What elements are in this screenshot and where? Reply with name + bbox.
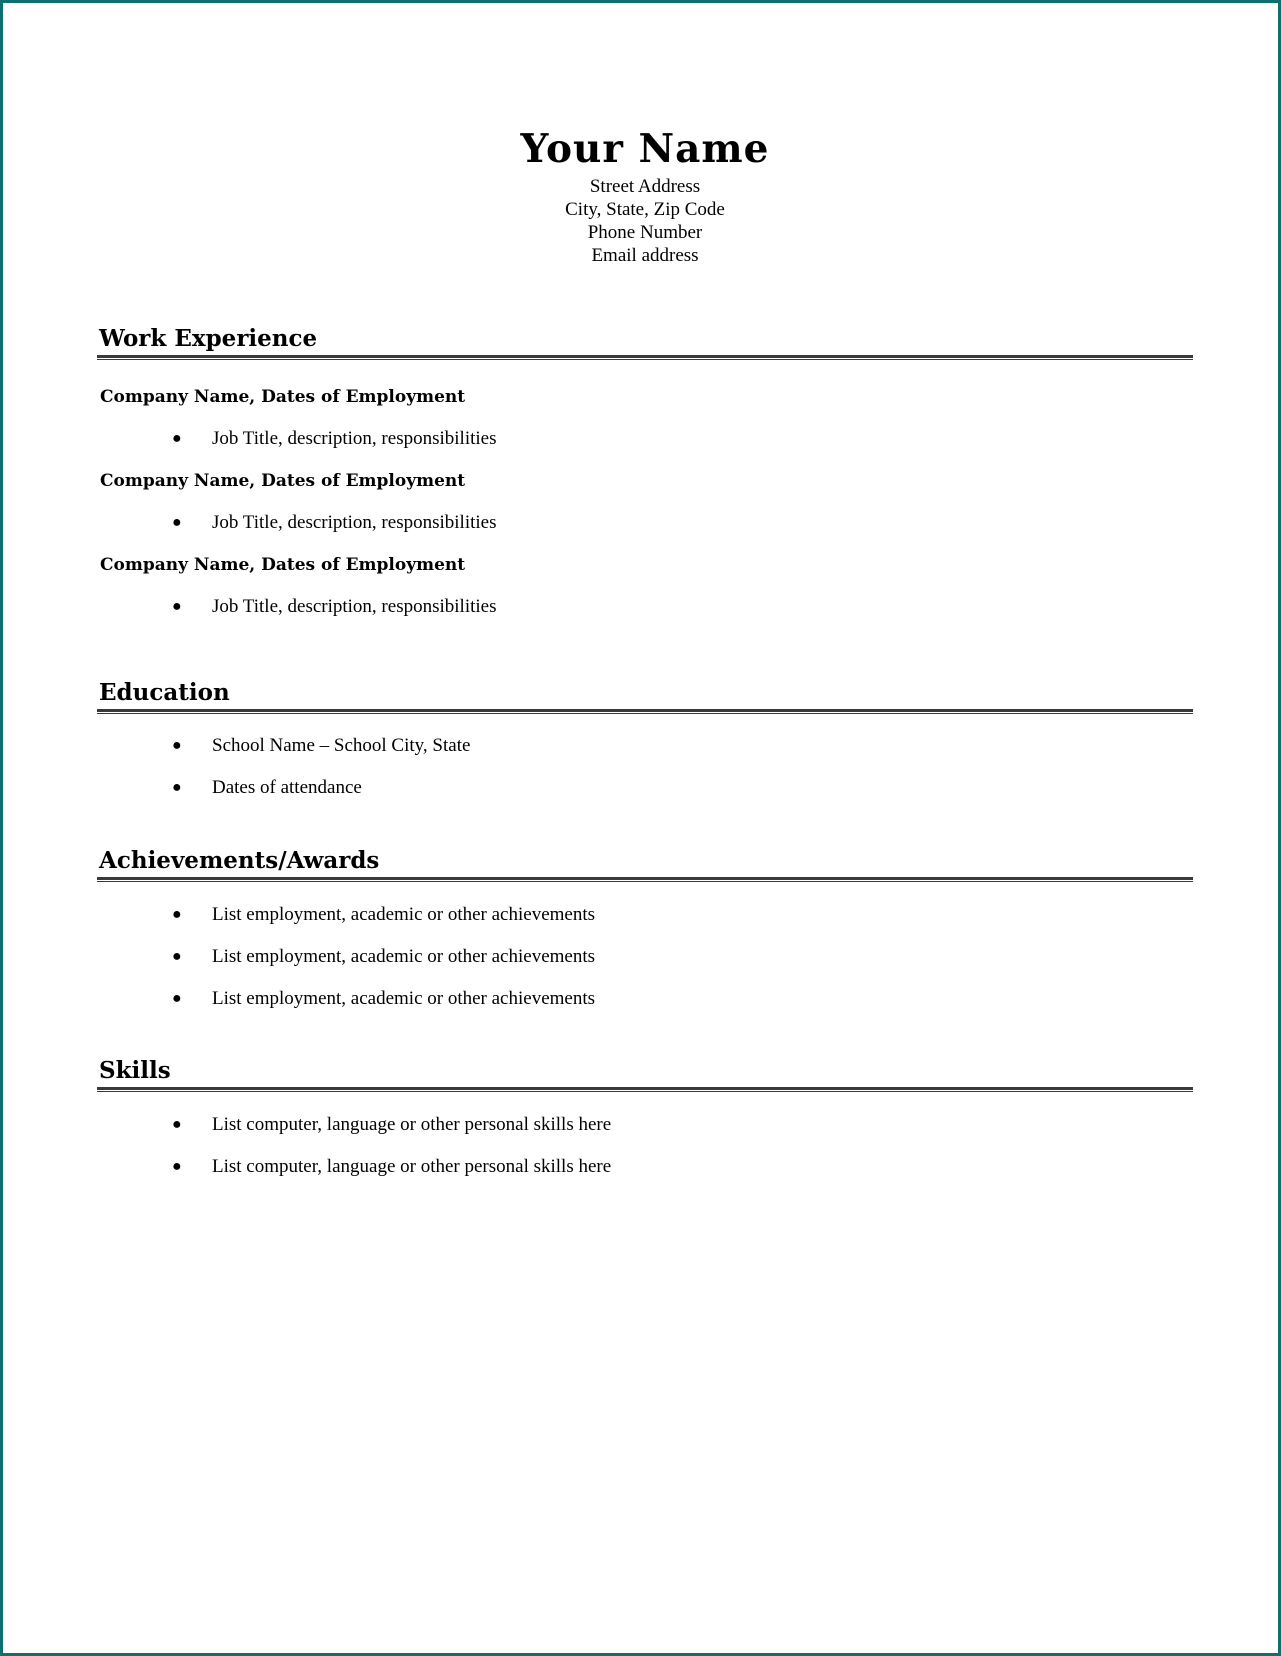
resume-name: Your Name — [520, 126, 770, 172]
job-heading: Company Name, Dates of Employment — [100, 555, 466, 575]
section-title-education: Education — [99, 679, 230, 706]
achievement-item: List employment, academic or other achievements — [212, 904, 596, 925]
section-divider — [97, 877, 1193, 882]
job-description: Job Title, description, responsibilities — [212, 596, 497, 617]
section-divider — [97, 355, 1193, 360]
achievement-item: List employment, academic or other achievements — [212, 946, 596, 967]
school-name: School Name – School City, State — [212, 735, 471, 756]
achievements-section — [97, 846, 1193, 1030]
education-section — [97, 678, 1193, 819]
bullet-icon: ● — [172, 598, 182, 615]
section-title-skills: Skills — [99, 1057, 171, 1084]
street-address: Street Address — [589, 176, 701, 197]
job-description: Job Title, description, responsibilities — [212, 512, 497, 533]
list-item — [97, 777, 1193, 819]
list-item — [97, 735, 1193, 777]
skill-item: List computer, language or other personal skills here — [212, 1156, 612, 1177]
section-title-achievements: Achievements/Awards — [99, 847, 380, 874]
section-divider — [97, 709, 1193, 714]
attendance-dates: Dates of attendance — [212, 777, 362, 798]
list-item — [97, 988, 1193, 1030]
bullet-icon: ● — [172, 430, 182, 447]
bullet-icon: ● — [172, 779, 182, 796]
bullet-icon: ● — [172, 1116, 182, 1133]
job-heading: Company Name, Dates of Employment — [100, 387, 466, 407]
bullet-icon: ● — [172, 990, 182, 1007]
list-item — [97, 946, 1193, 988]
skill-item: List computer, language or other personal skills here — [212, 1114, 612, 1135]
list-item — [97, 904, 1193, 946]
resume-page — [97, 3, 1193, 1653]
section-title-work-experience: Work Experience — [99, 325, 318, 352]
email-address: Email address — [591, 245, 699, 266]
city-state-zip: City, State, Zip Code — [565, 199, 725, 220]
section-divider — [97, 1087, 1193, 1092]
list-item — [97, 1114, 1193, 1156]
phone-number: Phone Number — [587, 222, 703, 243]
bullet-icon: ● — [172, 737, 182, 754]
list-item — [97, 596, 1193, 638]
bullet-icon: ● — [172, 514, 182, 531]
job-description: Job Title, description, responsibilities — [212, 428, 497, 449]
work-experience-section — [97, 324, 1193, 638]
resume-header — [97, 125, 1193, 267]
skills-section — [97, 1056, 1193, 1198]
achievement-item: List employment, academic or other achievements — [212, 988, 596, 1009]
job-heading: Company Name, Dates of Employment — [100, 471, 466, 491]
bullet-icon: ● — [172, 948, 182, 965]
list-item — [97, 1156, 1193, 1198]
bullet-icon: ● — [172, 906, 182, 923]
list-item — [97, 428, 1193, 470]
list-item — [97, 512, 1193, 554]
bullet-icon: ● — [172, 1158, 182, 1175]
